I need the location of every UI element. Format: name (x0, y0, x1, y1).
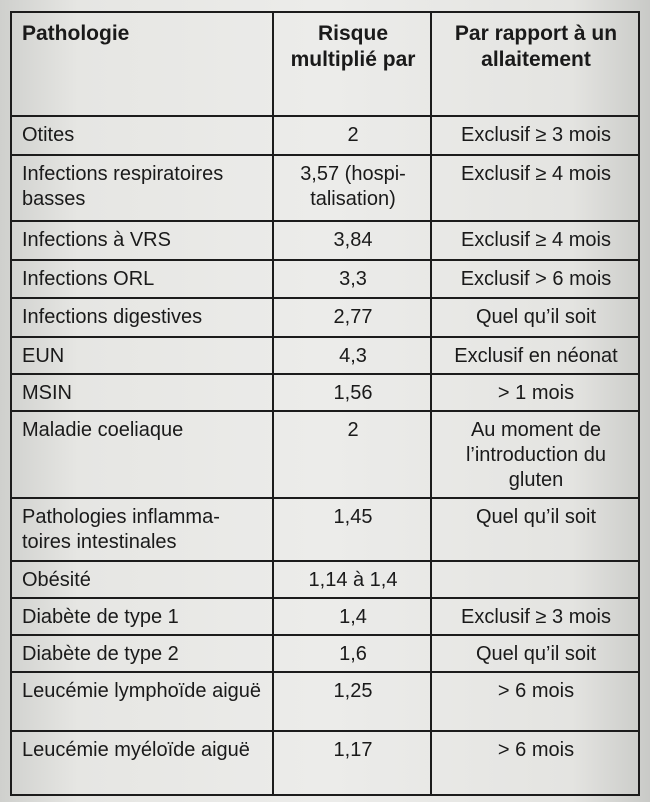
table-row (11, 411, 639, 498)
cell-risque: 1,6 (273, 635, 431, 672)
cell-risque: 3,84 (273, 221, 431, 260)
table-row (11, 635, 639, 672)
cell-pathologie: Pathologies inflamma-toires intestinales (11, 498, 273, 561)
cell-risque: 1,4 (273, 598, 431, 635)
cell-rapport: > 1 mois (431, 374, 639, 411)
risk-table (10, 11, 640, 796)
cell-rapport: Exclusif ≥ 3 mois (431, 598, 639, 635)
cell-risque: 1,45 (273, 498, 431, 561)
cell-pathologie: Leucémie myéloïde aiguë (11, 731, 273, 795)
cell-rapport: Au moment de l’introduction du gluten (431, 411, 639, 498)
table-row (11, 260, 639, 298)
cell-pathologie: Diabète de type 1 (11, 598, 273, 635)
cell-pathologie: Maladie coeliaque (11, 411, 273, 498)
cell-rapport: > 6 mois (431, 731, 639, 795)
cell-pathologie: Obésité (11, 561, 273, 598)
table-row (11, 116, 639, 155)
cell-rapport: > 6 mois (431, 672, 639, 731)
cell-risque: 2,77 (273, 298, 431, 337)
table-header-row (11, 12, 639, 116)
cell-pathologie: Infections ORL (11, 260, 273, 298)
cell-rapport: Quel qu’il soit (431, 498, 639, 561)
table-row (11, 221, 639, 260)
cell-risque: 3,57 (hospi-talisation) (273, 155, 431, 221)
header-pathologie: Pathologie (11, 12, 273, 116)
cell-rapport: Quel qu’il soit (431, 298, 639, 337)
table-row (11, 298, 639, 337)
cell-rapport: Exclusif > 6 mois (431, 260, 639, 298)
cell-rapport (431, 561, 639, 598)
cell-pathologie: MSIN (11, 374, 273, 411)
table-row (11, 337, 639, 374)
cell-risque: 2 (273, 116, 431, 155)
cell-pathologie: Infections à VRS (11, 221, 273, 260)
cell-rapport: Quel qu’il soit (431, 635, 639, 672)
cell-risque: 1,56 (273, 374, 431, 411)
cell-risque: 2 (273, 411, 431, 498)
cell-rapport: Exclusif ≥ 3 mois (431, 116, 639, 155)
table-row (11, 561, 639, 598)
table-row (11, 498, 639, 561)
table-row (11, 155, 639, 221)
cell-pathologie: EUN (11, 337, 273, 374)
cell-risque: 1,14 à 1,4 (273, 561, 431, 598)
cell-pathologie: Infections respiratoires basses (11, 155, 273, 221)
table-row (11, 374, 639, 411)
cell-risque: 1,17 (273, 731, 431, 795)
cell-pathologie: Otites (11, 116, 273, 155)
cell-rapport: Exclusif en néonat (431, 337, 639, 374)
cell-risque: 3,3 (273, 260, 431, 298)
header-risque: Risque multiplié par (273, 12, 431, 116)
cell-pathologie: Leucémie lymphoïde aiguë (11, 672, 273, 731)
table-row (11, 598, 639, 635)
cell-pathologie: Infections digestives (11, 298, 273, 337)
cell-risque: 4,3 (273, 337, 431, 374)
cell-rapport: Exclusif ≥ 4 mois (431, 221, 639, 260)
cell-rapport: Exclusif ≥ 4 mois (431, 155, 639, 221)
table-row (11, 731, 639, 795)
cell-pathologie: Diabète de type 2 (11, 635, 273, 672)
header-rapport: Par rapport à un allaitement (431, 12, 639, 116)
table-row (11, 672, 639, 731)
cell-risque: 1,25 (273, 672, 431, 731)
